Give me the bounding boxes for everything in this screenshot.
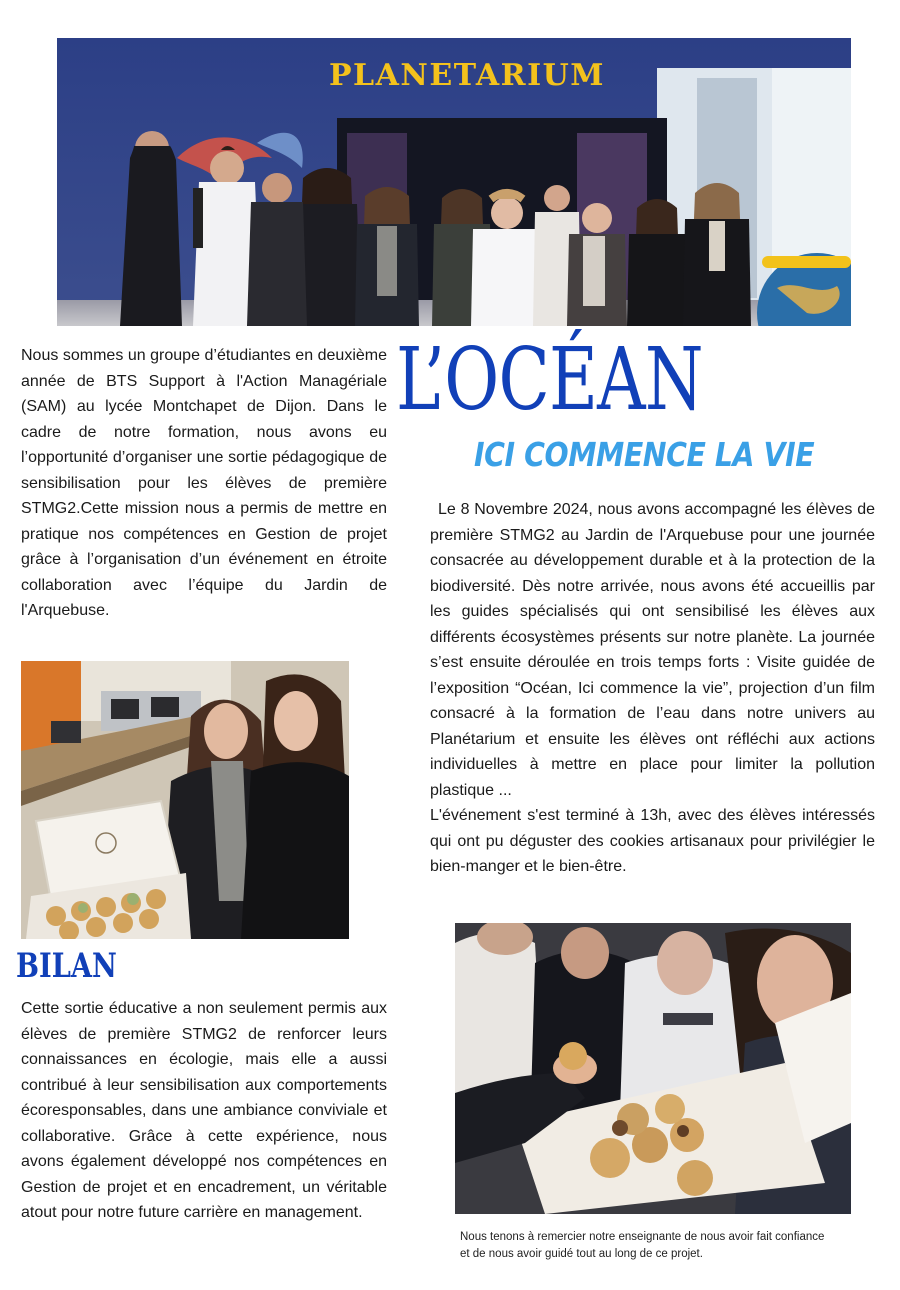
planetarium-sign-text: PLANETARIUM	[329, 58, 606, 93]
thanks-caption: Nous tenons à remercier notre enseignante de nous avoir fait confiance et de nous avoir guidé tout au long de ce projet.	[460, 1231, 825, 1260]
bilan-heading: BILAN	[16, 946, 117, 986]
page-title: L’OCÉAN	[396, 330, 703, 430]
page-subtitle: ICI COMMENCE LA VIE	[474, 435, 815, 474]
article-paragraph-2: L'événement s'est terminé à 13h, avec des élèves intéressés qui ont pu déguster des cookies artisanaux pour privilégier le bien-manger et le bien-être.	[430, 807, 875, 875]
planetarium-group-photo	[57, 38, 851, 326]
cookies-tasting-photo	[455, 923, 851, 1214]
bilan-paragraph: Cette sortie éducative a non seulement permis aux élèves de première STMG2 de renforcer leurs connaissances en écologie, mais elle a aussi contribué à leur sensibilisation aux comportements écoresponsables, dans une ambiance conviviale et collaborative. Grâce à cette expérience, nous avons également développé nos compétences en Gestion de projet et en encadrement, un véritable atout pour notre future carrière en management.	[21, 1000, 387, 1221]
article-paragraph-1: Le 8 Novembre 2024, nous avons accompagné les élèves de première STMG2 au Jardin de l'Arquebuse pour une journée consacrée au développement durable et à la protection de la biodiversité. Dès notre arrivée, nous avons été accueillis par les guides spécialisés qui ont sensibilisé les élèves aux différents écosystèmes présents sur notre planète. La journée s’est ensuite déroulée en trois temps forts : Visite guidée de l’exposition “Océan, Ici commence la vie”, projection d’un film consacré à la formation de l’eau dans notre univers au Planétarium et ensuite les élèves ont réfléchi aux actions individuelles à mettre en place pour limiter la pollution plastique ...	[430, 501, 875, 799]
intro-paragraph: Nous sommes un groupe d’étudiantes en deuxième année de BTS Support à l'Action Managériale (SAM) au lycée Montchapet de Dijon. Dans le cadre de notre formation, nous avons eu l’opportunité d’organiser une sortie pédagogique de sensibilisation pour les élèves de première STMG2.Cette mission nous a permis de mettre en pratique nos compétences en Gestion de projet grâce à l’organisation d’un événement en étroite collaboration avec l’équipe du Jardin de l'Arquebuse.	[21, 347, 387, 619]
article-body	[430, 497, 875, 880]
students-cookie-box-photo	[21, 661, 349, 939]
